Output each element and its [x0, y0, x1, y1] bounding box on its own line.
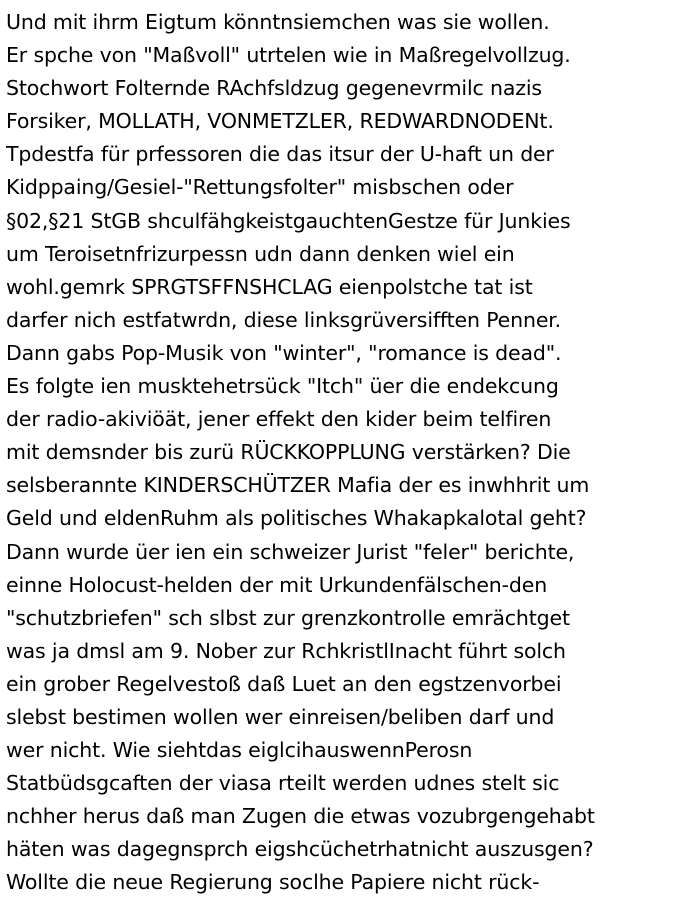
text-line: um Teroisetnfrizurpessn udn dann denken wiel ein: [6, 241, 515, 266]
text-line: wer nicht. Wie siehtdas eiglcihauswennPerosn: [6, 738, 473, 763]
text-line: was ja dmsl am 9. Nober zur RchkristlInacht führt solch: [6, 638, 566, 663]
text-line: nchher herus daß man Zugen die etwas vozubrgengehabt: [6, 804, 595, 829]
text-line: Und mit ihrm Eigtum könntnsiemchen was sie wollen.: [6, 10, 550, 34]
text-line: Er spche von "Maßvoll" utrtelen wie in Maßregelvollzug.: [6, 43, 571, 68]
text-line: slebst bestimen wollen wer einreisen/beliben darf und: [6, 704, 555, 729]
text-line: einne Holocust-helden der mit Urkundenfälschen-den: [6, 572, 548, 597]
text-line: Tpdestfa für prfessoren die das itsur der U-haft un der: [6, 142, 554, 167]
text-line: Kidppaing/Gesiel-"Rettungsfolter" misbschen oder: [6, 175, 514, 200]
text-line: §02,§21 StGB shculfähgkeistgauchtenGestze für Junkies: [6, 208, 571, 233]
text-line: Dann gabs Pop-Musik von "winter", "romance is dead".: [6, 340, 562, 365]
text-line: darfer nich estfatwrdn, diese linksgrüversifften Penner.: [6, 307, 562, 332]
text-line: Wollte die neue Regierung soclhe Papiere nicht rück-: [6, 870, 540, 895]
text-line: Statbüdsgcaften der viasa rteilt werden udnes stelt sic: [6, 771, 560, 796]
text-line: Geld und eldenRuhm als politisches Whakapkalotal geht?: [6, 506, 587, 531]
text-line: Forsiker, MOLLATH, VONMETZLER, REDWARDNODENt.: [6, 109, 554, 134]
text-line: wohl.gemrk SPRGTSFFNSHCLAG eienpolstche tat ist: [6, 274, 533, 299]
text-line: mit demsnder bis zurü RÜCKKOPPLUNG verstärken? Die: [6, 440, 571, 465]
text-line: Dann wurde üer ien ein schweizer Jurist "feler" berichte,: [6, 539, 575, 564]
text-line: Es folgte ien musktehetrsück "Itch" üer die endekcung: [6, 374, 559, 399]
text-line: häten was dagegnsprch eigshcüchetrhatnicht auszusgen?: [6, 837, 594, 862]
text-line: der radio-akiviöät, jener effekt den kider beim telfiren: [6, 407, 552, 432]
text-line: "schutzbriefen" sch slbst zur grenzkontrolle emrächtget: [6, 605, 570, 630]
text-line: Stochwort Folternde RAchfsldzug gegenevrmilc nazis: [6, 76, 542, 101]
text-line: selsberannte KINDERSCHÜTZER Mafia der es inwhhrit um: [6, 473, 590, 498]
text-line: ein grober Regelvestoß daß Luet an den egstzenvorbei: [6, 671, 562, 696]
